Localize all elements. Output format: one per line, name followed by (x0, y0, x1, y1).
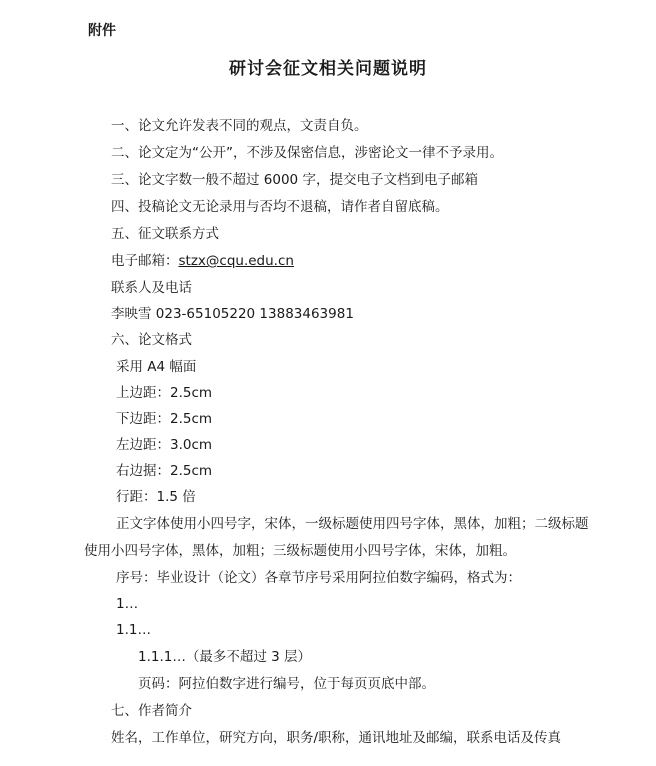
document-title: 研讨会征文相关问题说明 (229, 59, 427, 79)
numbering-spec: 序号：毕业设计（论文）各章节序号采用阿拉伯数字编码，格式为： (116, 570, 521, 586)
email-link[interactable]: stzx@cqu.edu.cn (178, 253, 294, 269)
format-bottom-margin: 下边距：2.5cm (116, 411, 213, 427)
format-top-margin: 上边距：2.5cm (116, 385, 213, 401)
numbering-level-3: 1.1.1…（最多不超过 3 层） (138, 649, 312, 665)
email-row (111, 252, 294, 270)
format-paper: 采用 A4 幅面 (116, 359, 197, 375)
format-line-spacing: 行距：1.5 倍 (116, 489, 196, 505)
item-5: 五、征文联系方式 (111, 226, 219, 242)
contact-phone: 李映雪 023-65105220 13883463981 (111, 306, 354, 322)
item-7: 七、作者简介 (111, 703, 192, 719)
contact-label: 联系人及电话 (111, 280, 192, 296)
font-spec-line-2: 使用小四号字体，黑体，加粗；三级标题使用小四号字体，宋体，加粗。 (84, 543, 516, 559)
attachment-label: 附件 (88, 23, 116, 39)
numbering-level-1: 1… (116, 596, 139, 612)
item-3: 三、论文字数一般不超过 6000 字，提交电子文档到电子邮箱 (111, 172, 478, 188)
font-spec-line-1: 正文字体使用小四号字，宋体，一级标题使用四号字体，黑体，加粗；二级标题 (116, 516, 589, 532)
format-right-margin: 右边据：2.5cm (116, 463, 213, 479)
item-2: 二、论文定为“公开”，不涉及保密信息，涉密论文一律不予录用。 (111, 145, 503, 161)
numbering-level-2: 1.1… (116, 622, 151, 638)
format-left-margin: 左边距：3.0cm (116, 437, 213, 453)
item-6: 六、论文格式 (111, 332, 192, 348)
email-label: 电子邮箱： (111, 253, 179, 269)
item-4: 四、投稿论文无论录用与否均不退稿，请作者自留底稿。 (111, 199, 449, 215)
page-number-spec: 页码：阿拉伯数字进行编号，位于每页页底中部。 (138, 676, 435, 692)
author-info: 姓名，工作单位，研究方向，职务/职称，通讯地址及邮编，联系电话及传真 (111, 730, 562, 746)
item-1: 一、论文允许发表不同的观点，文责自负。 (111, 118, 368, 134)
